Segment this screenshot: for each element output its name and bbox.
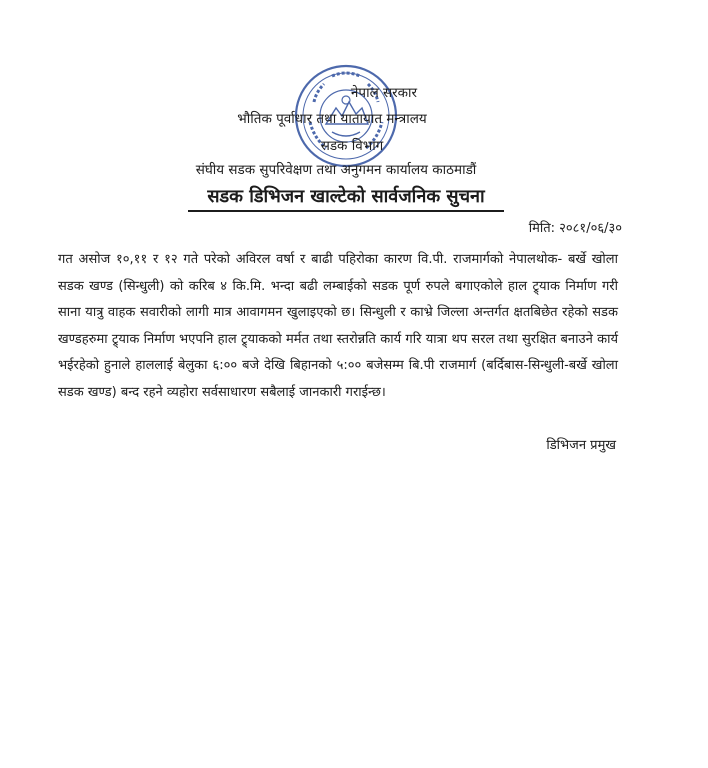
department-name: सडक विभाग [320, 138, 384, 154]
notice-date: मिति: २०८१/०६/३० [528, 221, 622, 236]
ministry-name: भौतिक पूर्वाधार तथा यातायात मन्त्रालय [237, 111, 427, 127]
government-name: नेपाल सरकार [350, 85, 418, 101]
notice-body: गत असोज १०,११ र १२ गते परेको अविरल वर्षा र बाढी पहिरोका कारण वि.पी. राजमार्गको नेपालथोक- बर्खे खोला सडक खण्ड (सिन्धुली) को करिब ४ कि.मि. भन्दा बढी लम्बाईको सडक पूर्ण रुपले बगाएकोले हाल ट्र्याक निर्माण गरी साना यात्रु वाहक सवारीको लागी मात्र आवागमन खुलाइएको छ। सिन्धुली र काभ्रे जिल्ला अन्तर्गत क्षतबिछेत रहेको सडक खण्डहरुमा ट्र्याक निर्माण भएपनि हाल ट्र्याकको मर्मत तथा स्तरोन्नति कार्य गरि यात्रा थप सरल तथा सुरक्षित बनाउने कार्य भईरहेको हुनाले हाललाई बेलुका ६:०० बजे देखि बिहानको ५:०० बजेसम्म बि.पी राजमार्ग (बर्दिबास-सिन्धुली-बर्खे खोला सडक खण्ड) बन्द रहने व्यहोरा सर्वसाधारण सबैलाई जानकारी गराईन्छ। [58, 252, 618, 400]
notice-title: सडक डिभिजन खाल्टेको सार्वजनिक सुचना [188, 185, 504, 212]
office-name: संघीय सडक सुपरिवेक्षण तथा अनुगमन कार्यालय काठमाडौं [195, 162, 477, 178]
signature-title: डिभिजन प्रमुख [546, 438, 616, 453]
